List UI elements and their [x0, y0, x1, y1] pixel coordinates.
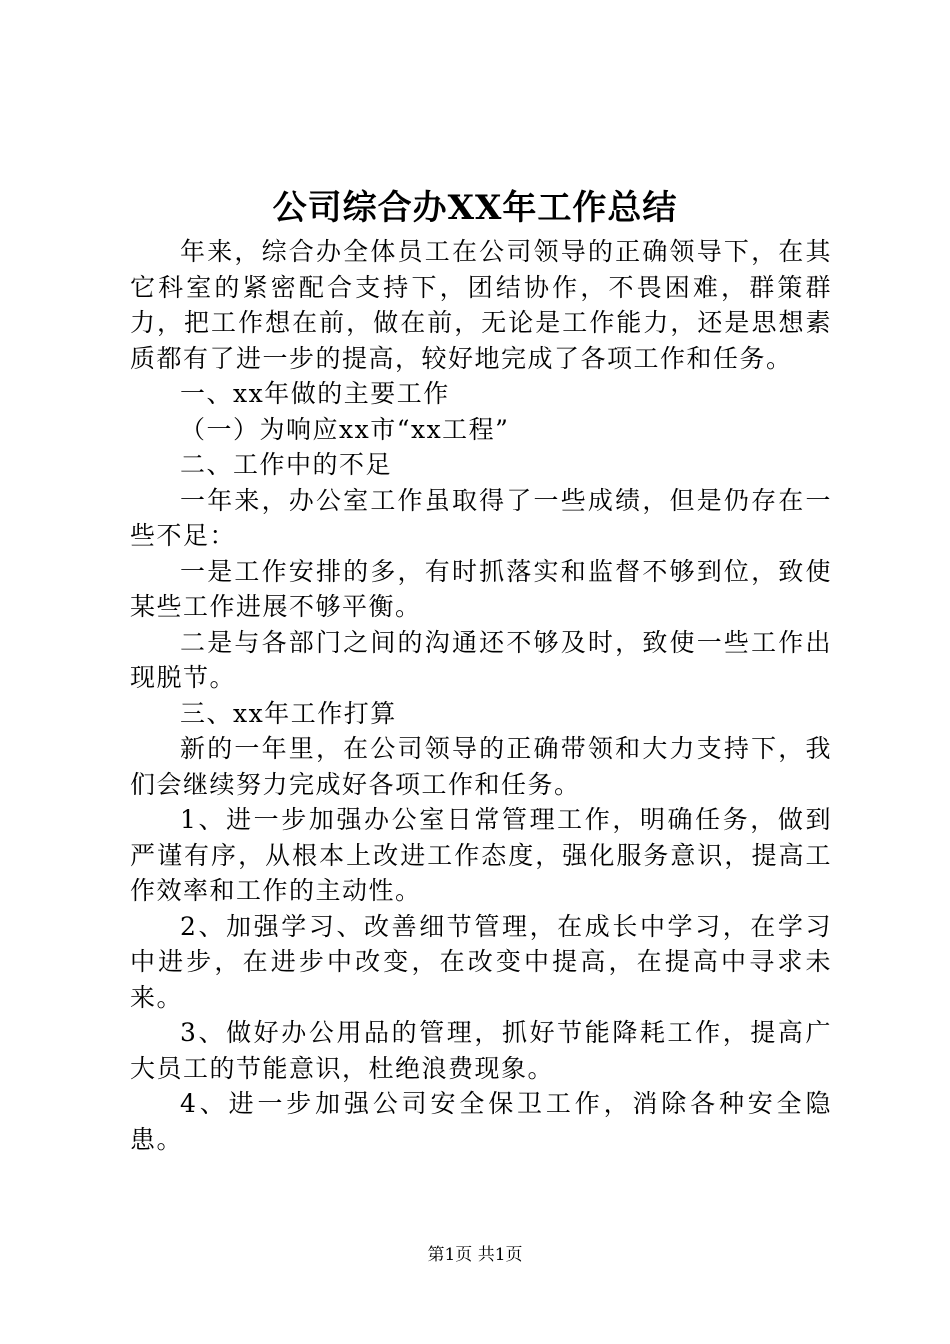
- section-heading-shortcomings: 二、工作中的不足: [180, 450, 393, 479]
- paragraph-shortcoming-2: 二是与各部门之间的沟通还不够及时，致使一些工作出现脱节。: [130, 627, 832, 692]
- paragraph-plan-4: 4、进一步加强公司安全保卫工作，消除各种安全隐患。: [130, 1089, 832, 1154]
- section-heading-plans: 三、xx年工作打算: [180, 698, 397, 728]
- page-number-footer: 第1页 共1页: [427, 1245, 523, 1265]
- paragraph-shortcoming-1: 一是工作安排的多，有时抓落实和监督不够到位，致使某些工作进展不够平衡。: [130, 556, 832, 621]
- document-body: [130, 234, 832, 1157]
- subsection-heading-response: （一）为响应xx市“xx工程”: [180, 414, 510, 444]
- paragraph-plans-intro: 新的一年里，在公司领导的正确带领和大力支持下，我们会继续努力完成好各项工作和任务。: [130, 734, 832, 799]
- paragraph-plan-3: 3、做好办公用品的管理，抓好节能降耗工作，提高广大员工的节能意识，杜绝浪费现象。: [130, 1018, 832, 1083]
- paragraph-plan-2: 2、加强学习、改善细节管理，在成长中学习，在学习中进步，在进步中改变，在改变中提高，在提高中寻求未来。: [130, 911, 832, 1012]
- document-title: 公司综合办XX年工作总结: [272, 188, 678, 228]
- paragraph-intro: 年来，综合办全体员工在公司领导的正确领导下，在其它科室的紧密配合支持下，团结协作，不畏困难，群策群力，把工作想在前，做在前，无论是工作能力，还是思想素质都有了进一步的提高，较好地完成了各项工作和任务。: [130, 237, 832, 373]
- paragraph-shortcomings-intro: 一年来，办公室工作虽取得了一些成绩，但是仍存在一些不足：: [130, 485, 832, 550]
- section-heading-main-work: 一、xx年做的主要工作: [180, 379, 450, 408]
- paragraph-plan-1: 1、进一步加强办公室日常管理工作，明确任务，做到严谨有序，从根本上改进工作态度，强化服务意识，提高工作效率和工作的主动性。: [130, 805, 832, 905]
